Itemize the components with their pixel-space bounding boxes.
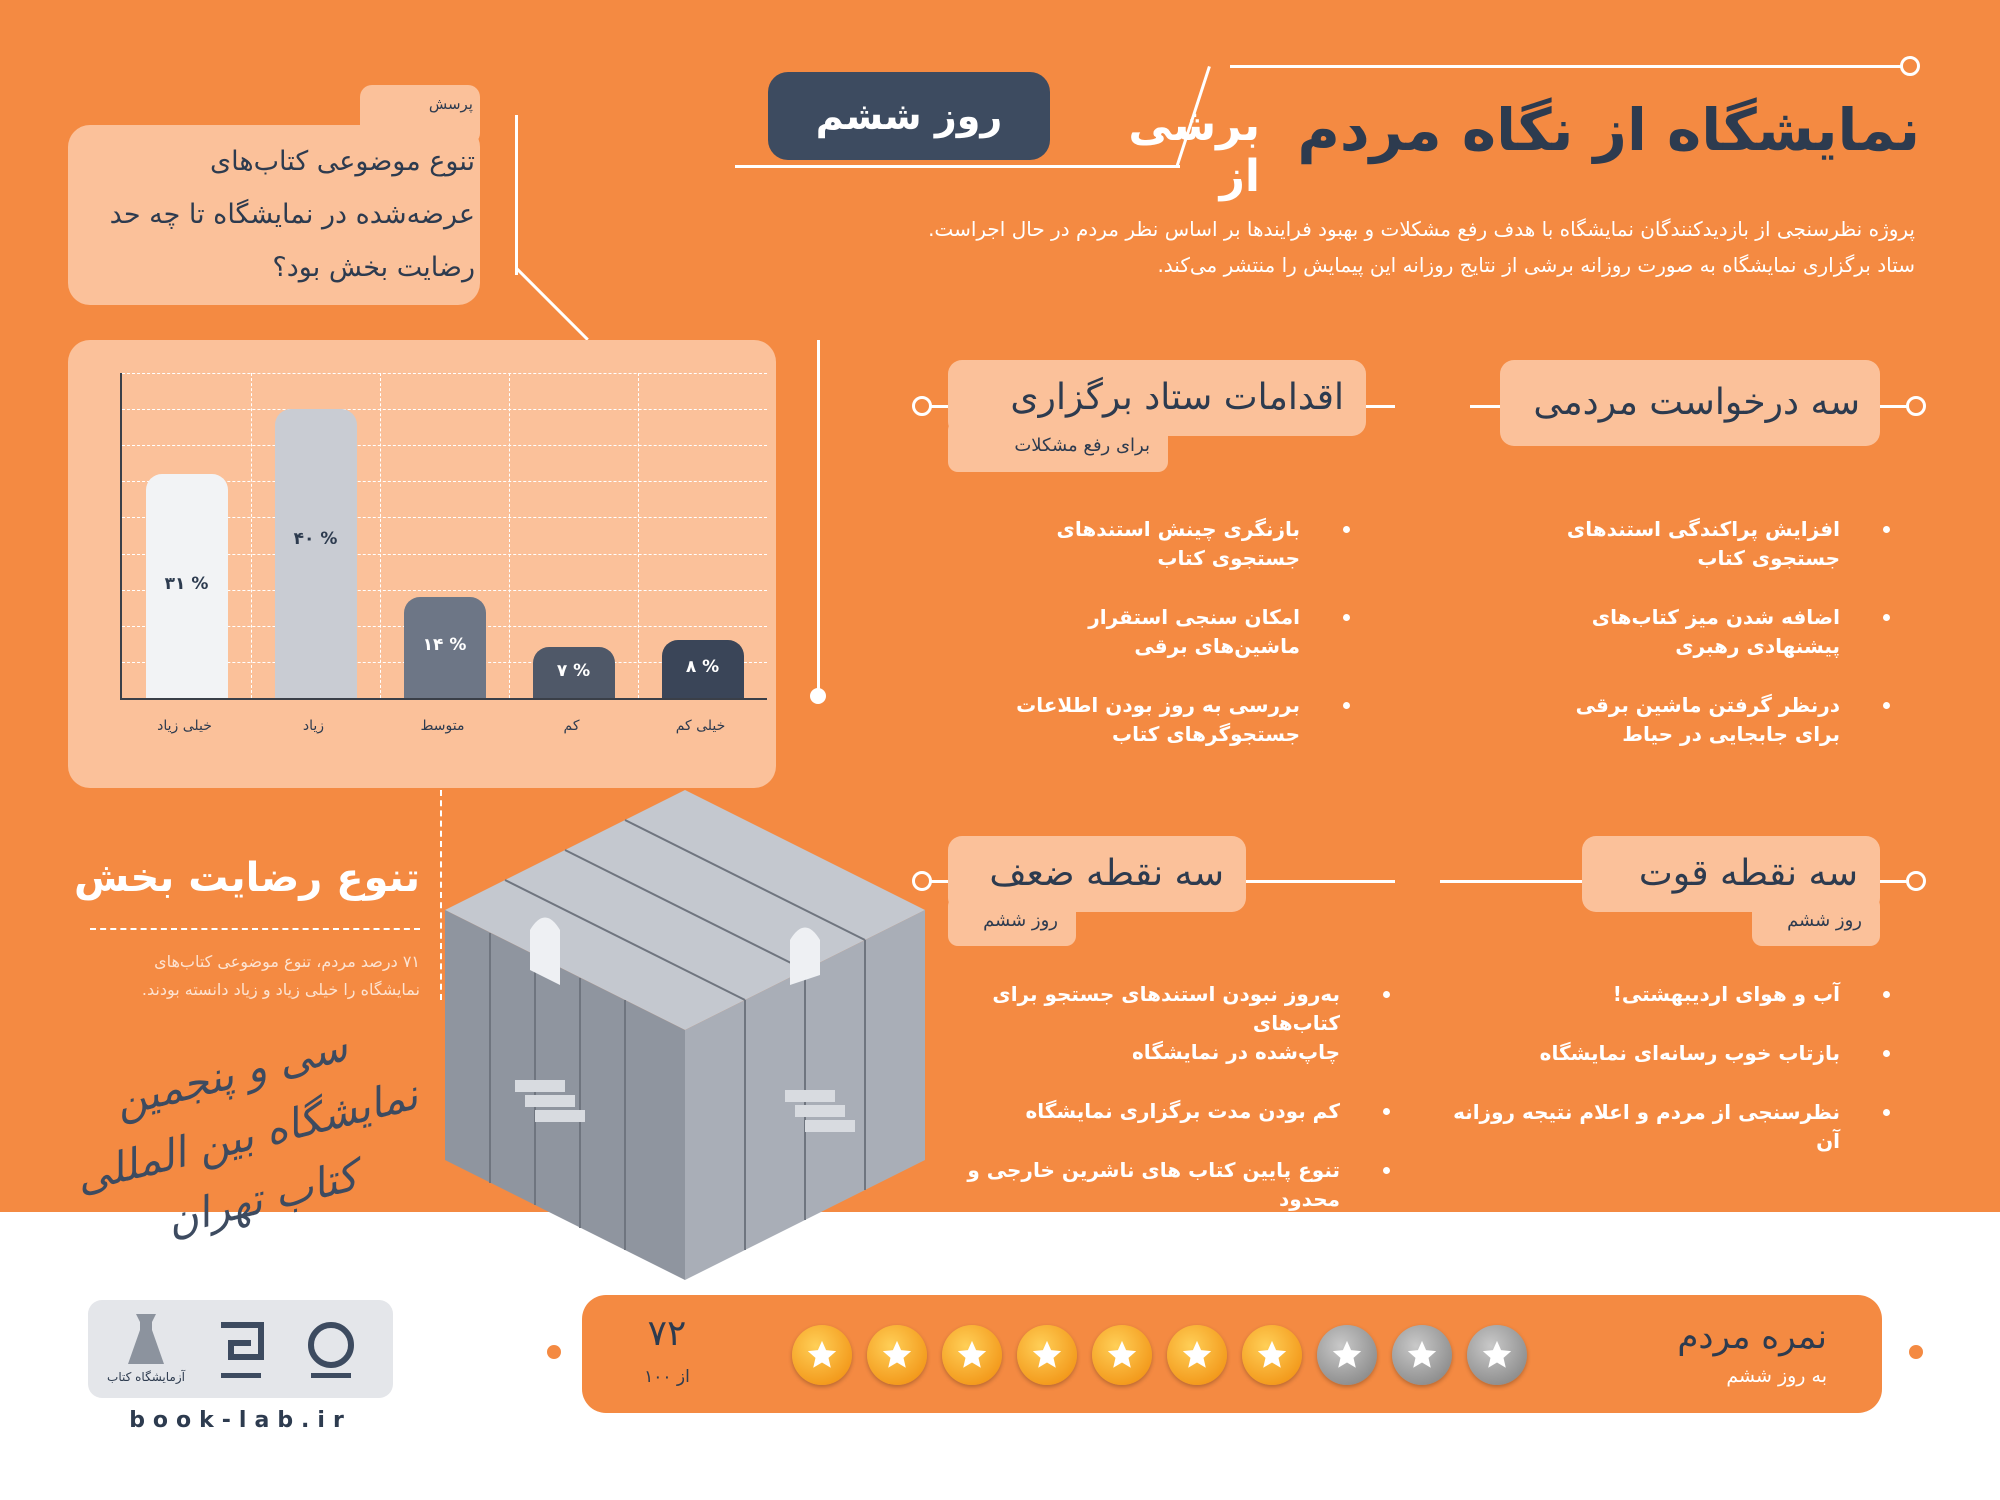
requests-dot	[1906, 396, 1926, 416]
list-item	[900, 691, 1350, 749]
strengths-subtitle-box	[1752, 896, 1880, 946]
chart-value-label: % ۷	[556, 660, 591, 681]
chart-value-label: % ۴۰	[293, 529, 338, 550]
logos-box	[88, 1300, 393, 1398]
chart-bar	[662, 640, 744, 698]
connector-dot	[810, 688, 826, 704]
star-empty-icon	[1467, 1325, 1527, 1385]
list-item-line: بازتاب خوب رسانه‌ای نمایشگاه	[1539, 1041, 1840, 1065]
chart-value-label: % ۸	[685, 657, 720, 678]
chart-vgridline	[251, 373, 252, 698]
fair-logo	[296, 1315, 366, 1385]
chart-category-label: خیلی زیاد	[157, 718, 212, 734]
actions-title: اقدامات ستاد برگزاری	[1010, 377, 1344, 418]
list-item-line: نظرسنجی از مردم و اعلام نتیجه روزانه آن	[1453, 1100, 1840, 1153]
book-house-logo	[206, 1315, 276, 1385]
list-item	[900, 515, 1350, 573]
star-filled-icon	[1092, 1325, 1152, 1385]
chart-bar	[533, 647, 615, 698]
actions-list	[900, 515, 1350, 779]
chart-gridline	[122, 445, 767, 446]
chart-value-label: % ۱۴	[422, 635, 467, 656]
list-item	[1450, 515, 1890, 573]
weaknesses-list	[900, 980, 1390, 1273]
star-empty-icon	[1317, 1325, 1377, 1385]
list-item-line: چاپ‌شده در نمایشگاه	[1132, 1040, 1340, 1064]
calligraphy-logo: سی و پنجمین نمایشگاه بین المللی کتاب تهران	[70, 1021, 423, 1246]
score-subtitle: به روز ششم	[1726, 1365, 1827, 1387]
chart-plot-area	[120, 373, 767, 700]
chart-category-label: زیاد	[302, 718, 325, 734]
list-item	[1450, 980, 1890, 1009]
weaknesses-title: سه نقطه ضعف	[989, 853, 1224, 894]
book-lab-logo	[106, 1308, 186, 1370]
chart-category-labels	[120, 718, 765, 742]
line-end-dot	[1900, 56, 1920, 76]
list-item-line: بودن به برخی زبان‌ها	[1132, 1216, 1340, 1240]
requests-title: سه درخواست مردمی	[1533, 382, 1860, 423]
list-item-line: برای جابجایی در حیاط	[1622, 722, 1840, 746]
score-dot-left	[544, 1342, 564, 1362]
list-item-line: بررسی به روز بودن اطلاعات	[1016, 693, 1300, 717]
chart-category-label: کم	[563, 718, 580, 734]
star-filled-icon	[792, 1325, 852, 1385]
chart-value-label: % ۳۱	[164, 574, 209, 595]
list-item-line: جستجوی کتاب	[1157, 546, 1300, 570]
actions-subtitle: برای رفع مشکلات	[1014, 435, 1150, 456]
list-item	[1450, 1098, 1890, 1156]
list-item-line: پیشنهادی رهبری	[1675, 634, 1840, 658]
strengths-list	[1450, 980, 1890, 1186]
list-item	[1450, 691, 1890, 749]
requests-title-box	[1500, 360, 1880, 446]
intro-line-2: ستاد برگزاری نمایشگاه به صورت روزانه برشی از نتایج روزانه این پیمایش را منتشر می‌کند.	[1157, 253, 1915, 277]
list-item-line: کم بودن مدت برگزاری نمایشگاه	[1025, 1099, 1340, 1123]
book-cube-illustration	[420, 780, 950, 1300]
star-filled-icon	[1167, 1325, 1227, 1385]
star-filled-icon	[867, 1325, 927, 1385]
list-item-line: درنظر گرفتن ماشین برقی	[1575, 693, 1840, 717]
chart-vgridline	[509, 373, 510, 698]
score-value: ۷۲	[647, 1313, 687, 1354]
score-title: نمره مردم	[1677, 1317, 1827, 1357]
question-connector-v	[515, 115, 518, 275]
score-out-of: از ۱۰۰	[644, 1367, 690, 1387]
strengths-subtitle: روز ششم	[1787, 910, 1862, 931]
summary-underline	[90, 928, 420, 930]
list-item	[1450, 1039, 1890, 1068]
summary-line-1: ۷۱ درصد مردم، تنوع موضوعی کتاب‌های	[154, 952, 420, 971]
title-from: برشی از	[1128, 100, 1260, 202]
chart-vgridline	[638, 373, 639, 698]
list-item-line: تنوع پایین کتاب های ناشرین خارجی و محدود	[967, 1158, 1340, 1211]
summary-line-2: نمایشگاه را خیلی زیاد و زیاد دانسته بودند.	[141, 980, 420, 999]
chart-bar	[275, 409, 357, 698]
list-item-line: آب و هوای اردیبهشتی!	[1612, 982, 1840, 1006]
score-panel	[582, 1295, 1882, 1413]
list-item	[900, 980, 1390, 1067]
chart-gridline	[122, 373, 767, 374]
actions-subtitle-box	[948, 420, 1168, 472]
list-item-line: اضافه شدن میز کتاب‌های	[1591, 605, 1840, 629]
star-filled-icon	[1017, 1325, 1077, 1385]
list-item-line: بازنگری چینش استندهای	[1056, 517, 1300, 541]
chart-connector-v	[817, 340, 820, 695]
strengths-title: سه نقطه قوت	[1638, 853, 1858, 894]
list-item	[900, 1156, 1390, 1243]
question-tag: پرسش	[428, 95, 473, 113]
chart-bar	[146, 474, 228, 698]
list-item	[900, 1097, 1390, 1126]
list-item-line: جستجوی کتاب	[1697, 546, 1840, 570]
chart-gridline	[122, 409, 767, 410]
star-filled-icon	[942, 1325, 1002, 1385]
page-title: نمایشگاه از نگاه مردم	[1297, 96, 1920, 164]
list-item-line: جستجوگرهای کتاب	[1111, 722, 1300, 746]
score-stars	[792, 1295, 1552, 1413]
weaknesses-subtitle-box	[948, 896, 1076, 946]
chart-bar	[404, 597, 486, 698]
list-item	[1450, 603, 1890, 661]
chart-category-label: متوسط	[420, 718, 465, 734]
star-filled-icon	[1242, 1325, 1302, 1385]
book-lab-label: آزمایشگاه کتاب	[107, 1370, 185, 1384]
list-item-line: امکان سنجی استقرار	[1088, 605, 1300, 629]
list-item-line: به‌روز نبودن استندهای جستجو برای کتاب‌های	[992, 982, 1340, 1035]
summary-title: تنوع رضایت بخش	[73, 855, 420, 901]
intro-line-1: پروژه نظرسنجی از بازدیدکنندگان نمایشگاه با هدف رفع مشکلات و بهبود فرایندها بر اساس نظر مردم در حال اجراست.	[928, 217, 1915, 241]
chart-panel	[68, 340, 776, 788]
actions-dot	[912, 396, 932, 416]
star-empty-icon	[1392, 1325, 1452, 1385]
list-item-line: افزایش پراکندگی استندهای	[1566, 517, 1840, 541]
header-top-line	[1230, 65, 1910, 68]
list-item	[900, 603, 1350, 661]
site-url[interactable]: book-lab.ir	[129, 1408, 352, 1433]
question-text: تنوع موضوعی کتاب‌های عرضه‌شده در نمایشگاه تا چه حد رضایت بخش بود؟	[109, 146, 475, 283]
list-item-line: ماشین‌های برقی	[1134, 634, 1300, 658]
chart-vgridline	[380, 373, 381, 698]
strengths-dot	[1906, 871, 1926, 891]
score-dot-right	[1906, 1342, 1926, 1362]
requests-list	[1450, 515, 1890, 779]
weaknesses-subtitle: روز ششم	[983, 910, 1058, 931]
day-badge: روز ششم	[768, 72, 1050, 160]
chart-category-label: خیلی کم	[675, 718, 726, 734]
